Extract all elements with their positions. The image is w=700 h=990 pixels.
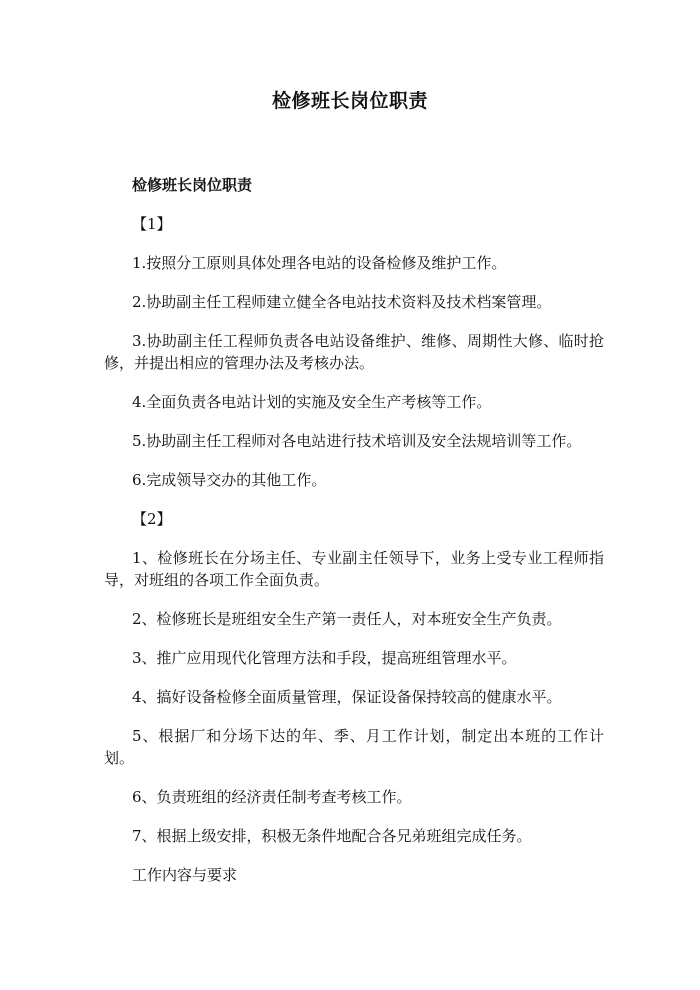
document-body [104,174,604,903]
duty-item: 7、根据上级安排，积极无条件地配合各兄弟班组完成任务。 [132,827,532,845]
duty-item: 2.协助副主任工程师建立健全各电站技术资料及技术档案管理。 [132,293,552,311]
subsection-title: 工作内容与要求 [132,866,238,884]
document-title: 检修班长岗位职责 [271,90,428,112]
duty-item: 3.协助副主任工程师负责各电站设备维护、维修、周期性大修、临时抢修，并提出相应的管理办法及考核办法。 [104,332,604,372]
duty-item: 4、搞好设备检修全面质量管理，保证设备保持较高的健康水平。 [132,688,562,706]
duty-item: 6.完成领导交办的其他工作。 [132,471,327,489]
duty-item: 4.全面负责各电站计划的实施及安全生产考核等工作。 [132,393,492,411]
duty-item: 1.按照分工原则具体处理各电站的设备检修及维护工作。 [132,254,507,272]
duty-item: 1、检修班长在分场主任、专业副主任领导下，业务上受专业工程师指导，对班组的各项工作全面负责。 [104,549,604,589]
duty-item: 5、根据厂和分场下达的年、季、月工作计划，制定出本班的工作计划。 [104,727,604,767]
duty-item: 3、推广应用现代化管理方法和手段，提高班组管理水平。 [132,649,517,667]
section-heading: 检修班长岗位职责 [132,176,253,194]
section-marker-1: 【1】 [132,215,172,233]
section-marker-2: 【2】 [132,510,172,528]
duty-item: 5.协助副主任工程师对各电站进行技术培训及安全法规培训等工作。 [132,432,582,450]
duty-item: 6、负责班组的经济责任制考查考核工作。 [132,788,412,806]
duty-item: 2、检修班长是班组安全生产第一责任人，对本班安全生产负责。 [132,610,562,628]
